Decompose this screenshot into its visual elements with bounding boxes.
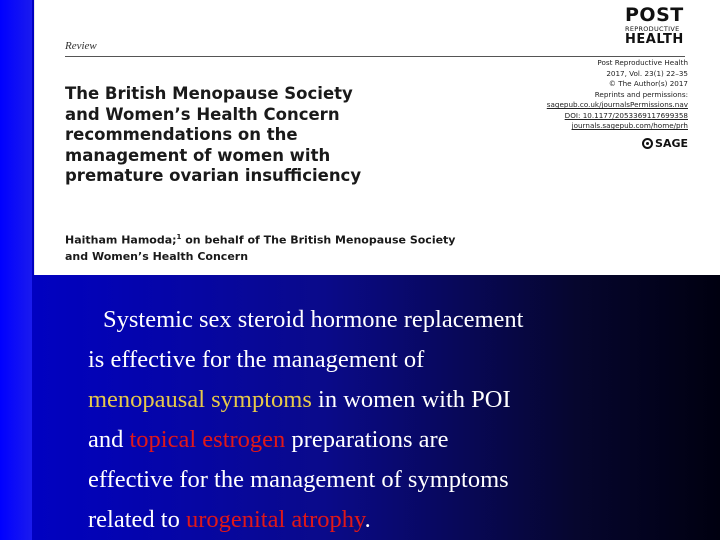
- highlight-menopausal-symptoms: menopausal symptoms: [88, 386, 312, 413]
- sage-logo: [642, 137, 688, 150]
- paper-title-line: premature ovarian insufficiency: [65, 166, 362, 185]
- statement-text: .: [364, 506, 371, 533]
- paper-authors: [65, 229, 565, 265]
- paper-title-line: The British Menopause Society: [65, 84, 353, 103]
- journal-name: Post Reproductive Health: [597, 58, 688, 67]
- header-rule: [65, 56, 685, 57]
- author-line: [65, 229, 565, 249]
- recommendation-statement: [88, 300, 688, 540]
- journal-logo-health: HEALTH: [625, 32, 684, 47]
- permissions-link[interactable]: sagepub.co.uk/journalsPermissions.nav: [546, 100, 688, 109]
- statement-line: [88, 380, 688, 420]
- journal-volume: 2017, Vol. 23(1) 22–35: [606, 68, 688, 78]
- statement-line: [88, 460, 688, 500]
- statement-text: related to: [88, 506, 186, 533]
- journal-copyright: © The Author(s) 2017: [608, 79, 688, 88]
- statement-text: preparations are: [285, 426, 449, 453]
- statement-text: effective for the management of symptoms: [88, 466, 509, 493]
- journal-logo-reproductive: REPRODUCTIVE: [625, 25, 680, 33]
- paper-title: [65, 84, 465, 187]
- paper-title-line: management of women with: [65, 145, 331, 165]
- statement-text: Systemic sex steroid hormone replacement: [103, 306, 524, 333]
- journal-reprints: Reprints and permissions:: [594, 89, 688, 99]
- statement-line: [88, 420, 688, 460]
- left-accent-band: [0, 0, 32, 540]
- statement-line: [88, 500, 688, 540]
- paper-header-image: [34, 0, 720, 275]
- author-line-rest: on behalf of The British Menopause Society: [181, 233, 456, 247]
- author-name: Haitham Hamoda;: [65, 233, 177, 247]
- statement-text: is effective for the management of: [88, 346, 425, 373]
- highlight-urogenital-atrophy: urogenital atrophy: [185, 506, 365, 533]
- paper-title-line: recommendations on the: [65, 125, 298, 144]
- journal-logo-post: POST: [625, 4, 684, 26]
- statement-line: [88, 340, 688, 380]
- journal-meta: [535, 58, 688, 132]
- highlight-topical-estrogen: topical estrogen: [129, 426, 286, 453]
- sage-logo-text: SAGE: [655, 137, 688, 150]
- author-line: and Women’s Health Concern: [65, 249, 249, 263]
- article-type-label: Review: [65, 40, 97, 52]
- journal-home-link[interactable]: journals.sagepub.com/home/prh: [571, 121, 688, 130]
- statement-line: [88, 300, 688, 340]
- sage-mark-icon: [642, 138, 653, 149]
- doi-link[interactable]: DOI: 10.1177/2053369117699358: [564, 110, 688, 120]
- journal-logo: [625, 5, 695, 47]
- paper-title-line: and Women’s Health Concern: [65, 104, 340, 124]
- author-affiliation-mark: 1: [176, 233, 182, 241]
- statement-text: in women with POI: [311, 386, 511, 413]
- statement-text: and: [88, 426, 130, 453]
